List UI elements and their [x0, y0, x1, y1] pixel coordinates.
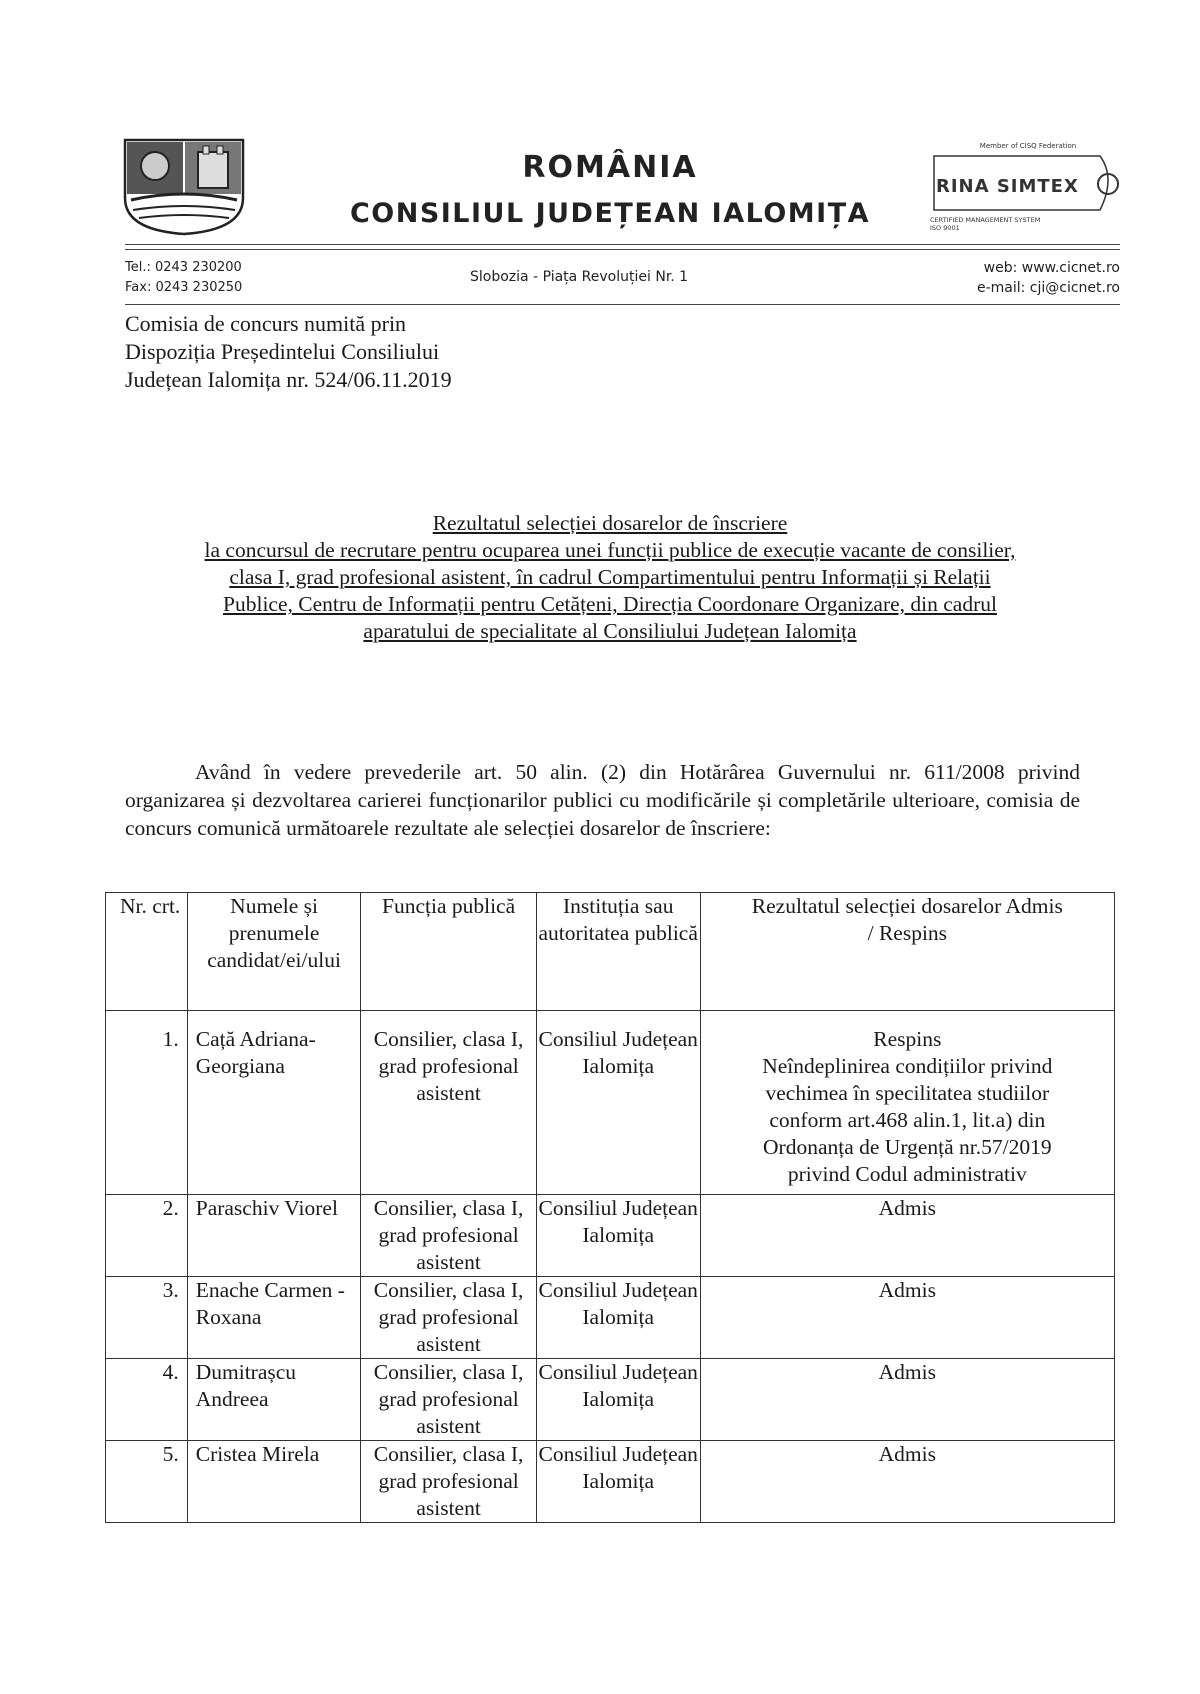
header-divider-thin [125, 249, 1120, 250]
row-number: 1. [106, 1011, 188, 1195]
candidate-name: Paraschiv Viorel [187, 1195, 361, 1277]
public-function: Consilier, clasa I, grad profesional asistent [361, 1441, 536, 1523]
sender-line-1: Comisia de concurs numită prin [125, 311, 407, 336]
selection-result [700, 1011, 1114, 1195]
candidate-name: Dumitrașcu Andreea [187, 1359, 361, 1441]
row-number: 5. [106, 1441, 188, 1523]
selection-result: Admis [700, 1359, 1114, 1441]
table-row [106, 1359, 1115, 1441]
institution: Consiliul Județean Ialomița [536, 1277, 700, 1359]
row-number: 4. [106, 1359, 188, 1441]
title-line-3: clasa I, grad profesional asistent, în cadrul Compartimentului pentru Informații și Relații [229, 565, 991, 589]
public-function: Consilier, clasa I, grad profesional asistent [361, 1359, 536, 1441]
institution: Consiliul Județean Ialomița [536, 1195, 700, 1277]
selection-result: Admis [700, 1441, 1114, 1523]
cert-system-label [930, 216, 1130, 232]
table-header-row [106, 893, 1115, 1011]
sender-block [125, 310, 452, 394]
selection-result: Admis [700, 1277, 1114, 1359]
public-function: Consilier, clasa I, grad profesional asistent [361, 1277, 536, 1359]
country-title: ROMÂNIA [522, 150, 698, 185]
header-result: Rezultatul selecției dosarelor Admis / Respins [700, 893, 1114, 1011]
result-reason: Neîndeplinirea condițiilor privind vechimea în specilitatea studiilor conform art.468 alin.1, lit.a) din Ordonanța de Urgență nr.57/2019 privind Codul administrativ [762, 1054, 1053, 1186]
results-table [105, 892, 1115, 1523]
table-row [106, 1011, 1115, 1195]
public-function: Consilier, clasa I, grad profesional asistent [361, 1011, 536, 1195]
institution: Consiliul Județean Ialomița [536, 1441, 700, 1523]
row-number: 3. [106, 1277, 188, 1359]
document-title [105, 510, 1115, 645]
candidate-name: Enache Carmen - Roxana [187, 1277, 361, 1359]
table-row [106, 1441, 1115, 1523]
institution: Consiliul Județean Ialomița [536, 1359, 700, 1441]
table-row [106, 1195, 1115, 1277]
candidate-name: Cristea Mirela [187, 1441, 361, 1523]
cert-system: CERTIFIED MANAGEMENT SYSTEM [930, 216, 1041, 224]
county-crest-icon [123, 138, 245, 236]
header-nr: Nr. crt. [106, 893, 188, 1011]
title-line-2: la concursul de recrutare pentru ocuparea unei funcții publice de execuție vacante de consilier, [204, 538, 1016, 562]
sender-line-3: Județean Ialomița nr. 524/06.11.2019 [125, 367, 452, 392]
title-line-1: Rezultatul selecției dosarelor de înscriere [432, 511, 788, 535]
contact-divider [125, 304, 1120, 305]
address: Slobozia - Piața Revoluției Nr. 1 [470, 269, 689, 285]
email-link[interactable]: e-mail: cji@cicnet.ro [976, 280, 1120, 296]
fax-number: Fax: 0243 230250 [125, 280, 243, 295]
phone-number: Tel.: 0243 230200 [125, 260, 242, 275]
header-function: Funcția publică [361, 893, 536, 1011]
cert-name: RINA SIMTEX [936, 176, 1079, 197]
selection-result: Admis [700, 1195, 1114, 1277]
row-number: 2. [106, 1195, 188, 1277]
table-row [106, 1277, 1115, 1359]
header-divider [125, 244, 1120, 245]
public-function: Consilier, clasa I, grad profesional asistent [361, 1195, 536, 1277]
body-paragraph: Având în vedere prevederile art. 50 alin. (2) din Hotărârea Guvernului nr. 611/2008 privind organizarea și dezvoltarea carierei funcționarilor publici cu modificările și completările ulterioare, comisia de concurs comunică următoarele rezultate ale selecției dosarelor de înscriere: [125, 760, 1080, 840]
cert-iso: ISO 9001 [930, 224, 960, 232]
header-institution: Instituția sau autoritatea publică [536, 893, 700, 1011]
candidate-name: Cață Adriana-Georgiana [187, 1011, 361, 1195]
title-line-5: aparatului de specialitate al Consiliului Județean Ialomița [363, 619, 857, 643]
council-title: CONSILIUL JUDEȚEAN IALOMIȚA [349, 198, 871, 229]
institution: Consiliul Județean Ialomița [536, 1011, 700, 1195]
website-link[interactable]: web: www.cicnet.ro [983, 260, 1120, 276]
header-name: Numele și prenumele candidat/ei/ului [187, 893, 361, 1011]
result-status: Respins [873, 1027, 942, 1051]
title-line-4: Publice, Centru de Informații pentru Cetățeni, Direcția Coordonare Organizare, din cadrul [223, 592, 997, 616]
cert-member-label: Member of CISQ Federation [979, 142, 1077, 150]
sender-line-2: Dispoziția Președintelui Consiliului [125, 339, 440, 364]
